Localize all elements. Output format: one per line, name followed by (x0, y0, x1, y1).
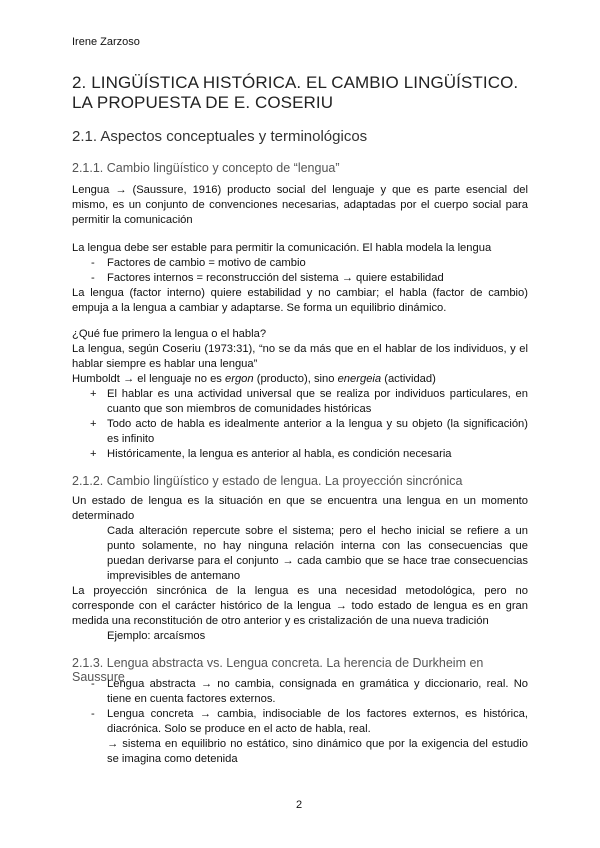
section-2-1-1-heading: 2.1.1. Cambio lingüístico y concepto de “lengua” (72, 161, 340, 175)
list-item: + El hablar es una actividad universal que se realiza por individuos particulares, en cuanto que son miembros de comunidades históricas (72, 387, 528, 417)
paragraph-sistema-equilibrio: → sistema en equilibrio no estático, sino dinámico que por la exigencia del estudio se imagina como detenida (107, 738, 528, 765)
paragraph-coseriu-quote: La lengua, según Coseriu (1973:31), “no se da más que en el hablar de los individuos, y el hablar siempre es hablar una lengua” (72, 343, 528, 370)
lengua-abstracta-concreta-list (72, 677, 528, 737)
list-item: - Factores internos = reconstrucción del sistema → quiere estabilidad (72, 271, 528, 286)
term-energeia: energeia (337, 373, 382, 385)
paragraph-equilibrio: La lengua (factor interno) quiere estabilidad y no cambiar; el habla (factor de cambio) empuja a la lengua a cambiar y adaptarse. Se forma un equilibrio dinámico. (72, 287, 528, 314)
factors-list (72, 256, 528, 286)
term-ergon: ergon (225, 373, 254, 385)
paragraph-estado-lengua: Un estado de lengua es la situación en que se encuentra una lengua en un momento determinado (72, 495, 528, 522)
chapter-title: 2. LINGÜÍSTICA HISTÓRICA. EL CAMBIO LINGÜÍSTICO. LA PROPUESTA DE E. COSERIU (72, 73, 519, 112)
section-2-1-2-heading: 2.1.2. Cambio lingüístico y estado de lengua. La proyección sincrónica (72, 474, 463, 488)
section-2-1-heading: 2.1. Aspectos conceptuales y terminológicos (72, 128, 368, 145)
page-number: 2 (296, 799, 303, 811)
section-2-1-3-heading: 2.1.3. Lengua abstracta vs. Lengua concreta. La herencia de Durkheim en Saussure (72, 656, 484, 684)
paragraph-alteracion: Cada alteración repercute sobre el sistema; pero el hecho inicial se refiere a un punto solamente, no hay ninguna relación interna con las consecuencias que puedan derivarse para el conjunto → cada cambio que se hace trae consecuencias imprevisibles de antemano (107, 525, 528, 582)
paragraph-proyeccion-sincronica: La proyección sincrónica de la lengua es una necesidad metodológica, pero no corresponde con el carácter histórico de la lengua → todo estado de lengua es en gran medida una reconstitución de otro anterior y es cristalización de una nueva tradición (72, 585, 528, 627)
list-item: - Lengua concreta → cambia, indisociable de los factores externos, es histórica, diacrónica. Solo se produce en el acto de habla, real. (72, 707, 528, 737)
author-header: Irene Zarzoso (72, 36, 140, 48)
paragraph-lengua-estable: La lengua debe ser estable para permitir la comunicación. El habla modela la lengua (72, 242, 492, 254)
humboldt-list (72, 387, 528, 462)
list-item: - Lengua abstracta → no cambia, consignada en gramática y diccionario, real. No tiene en cuenta factores externos. (72, 677, 528, 707)
list-item: + Todo acto de habla es idealmente anterior a la lengua y su objeto (la significación) es infinito (72, 417, 528, 447)
list-item: - Factores de cambio = motivo de cambio (72, 256, 528, 271)
question-lengua-habla: ¿Qué fue primero la lengua o el habla? (72, 328, 267, 340)
paragraph-lengua-definition: Lengua → (Saussure, 1916) producto social del lenguaje y que es parte esencial del mismo, es un conjunto de convenciones necesarias, adaptadas por el cuerpo social para permitir la comunicación (72, 184, 528, 226)
list-item: + Históricamente, la lengua es anterior al habla, es condición necesaria (72, 447, 528, 462)
paragraph-humboldt: Humboldt → el lenguaje no es ergon (producto), sino energeia (actividad) (72, 373, 436, 385)
paragraph-ejemplo: Ejemplo: arcaísmos (107, 630, 206, 642)
